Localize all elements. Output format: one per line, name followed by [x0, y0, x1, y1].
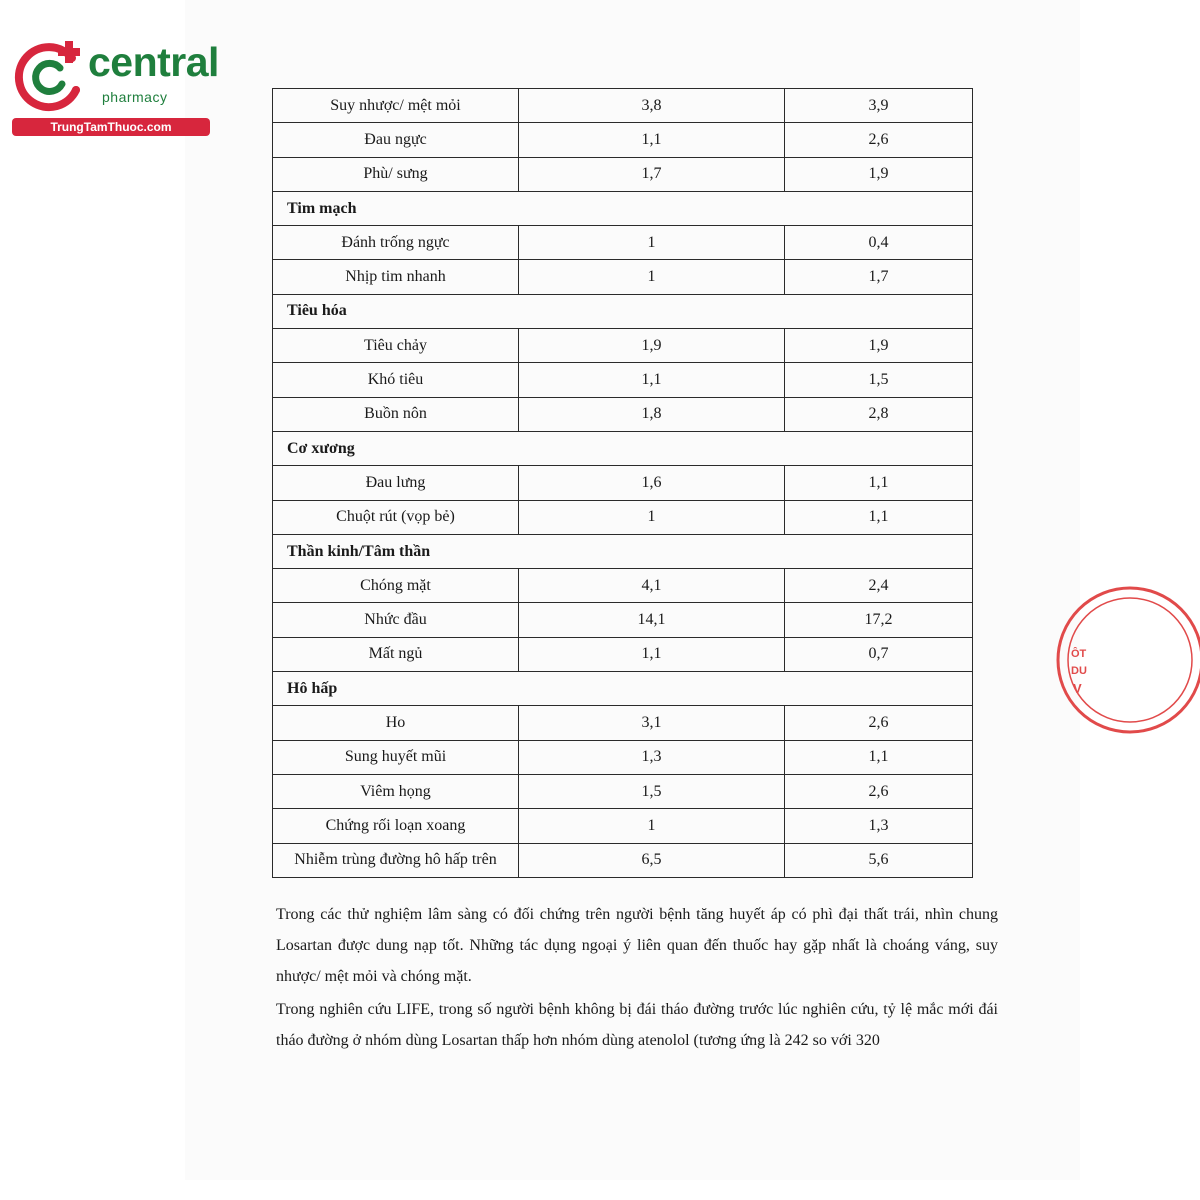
comparator-value-cell: 2,6 — [785, 774, 973, 808]
losartan-value-cell: 1 — [519, 226, 785, 260]
effect-name-cell: Đau lưng — [273, 466, 519, 500]
losartan-value-cell: 1,1 — [519, 123, 785, 157]
losartan-value-cell: 1,1 — [519, 363, 785, 397]
losartan-value-cell: 3,1 — [519, 706, 785, 740]
effect-name-cell: Đánh trống ngực — [273, 226, 519, 260]
effect-name-cell: Buồn nôn — [273, 397, 519, 431]
comparator-value-cell: 1,1 — [785, 740, 973, 774]
paragraph-tolerability: Trong các thử nghiệm lâm sàng có đối chứng trên người bệnh tăng huyết áp có phì đại thất trái, nhìn chung Losartan được dung nạp tốt. Những tác dụng ngoại ý liên quan đến thuốc hay gặp nhất là choáng váng, suy nhược/ mệt mỏi và chóng mặt. — [276, 906, 998, 985]
effect-name-cell: Nhức đầu — [273, 603, 519, 637]
brand-logo[interactable] — [10, 38, 220, 138]
table-row — [273, 363, 973, 397]
stamp-seal — [1055, 575, 1085, 745]
comparator-value-cell: 0,7 — [785, 637, 973, 671]
effect-name-cell: Đau ngực — [273, 123, 519, 157]
losartan-value-cell: 1,3 — [519, 740, 785, 774]
effect-name-cell: Khó tiêu — [273, 363, 519, 397]
effect-name-cell: Chứng rối loạn xoang — [273, 809, 519, 843]
comparator-value-cell: 17,2 — [785, 603, 973, 637]
effect-name-cell: Viêm họng — [273, 774, 519, 808]
group-heading: Hô hấp — [273, 672, 973, 706]
comparator-value-cell: 1,9 — [785, 157, 973, 191]
table-row — [273, 740, 973, 774]
brand-subtitle: pharmacy — [102, 89, 168, 105]
losartan-value-cell: 1,8 — [519, 397, 785, 431]
brand-name: central — [88, 39, 219, 85]
comparator-value-cell: 2,4 — [785, 569, 973, 603]
table-row — [273, 569, 973, 603]
losartan-value-cell: 1,1 — [519, 637, 785, 671]
comparator-value-cell: 2,6 — [785, 706, 973, 740]
brand-site[interactable]: TrungTamThuoc.com — [12, 118, 210, 136]
table-row — [273, 123, 973, 157]
table-row — [273, 603, 973, 637]
effect-name-cell: Nhịp tim nhanh — [273, 260, 519, 294]
group-heading: Thần kinh/Tâm thần — [273, 534, 973, 568]
losartan-value-cell: 14,1 — [519, 603, 785, 637]
comparator-value-cell: 1,3 — [785, 809, 973, 843]
losartan-value-cell: 6,5 — [519, 843, 785, 877]
table-group-row — [273, 534, 973, 568]
paragraph-life-study: Trong nghiên cứu LIFE, trong số người bệnh không bị đái tháo đường trước lúc nghiên cứu, tỷ lệ mắc mới đái tháo đường ở nhóm dùng Losartan thấp hơn nhóm dùng atenolol (tương ứng là 242 so với 320 — [276, 1001, 998, 1049]
table-row — [273, 157, 973, 191]
effect-name-cell: Nhiễm trùng đường hô hấp trên — [273, 843, 519, 877]
table-row — [273, 706, 973, 740]
group-heading: Cơ xương — [273, 431, 973, 465]
losartan-value-cell: 1,6 — [519, 466, 785, 500]
comparator-value-cell: 2,8 — [785, 397, 973, 431]
effect-name-cell: Sung huyết mũi — [273, 740, 519, 774]
effect-name-cell: Ho — [273, 706, 519, 740]
table-row — [273, 637, 973, 671]
comparator-value-cell: 2,6 — [785, 123, 973, 157]
table-row — [273, 500, 973, 534]
comparator-value-cell: 0,4 — [785, 226, 973, 260]
comparator-value-cell: 1,1 — [785, 500, 973, 534]
losartan-value-cell: 1 — [519, 260, 785, 294]
losartan-value-cell: 1 — [519, 500, 785, 534]
table-row — [273, 774, 973, 808]
pharmacy-cross-icon — [10, 38, 88, 114]
comparator-value-cell: 1,7 — [785, 260, 973, 294]
table-group-row — [273, 191, 973, 225]
table-row — [273, 397, 973, 431]
effect-name-cell: Chuột rút (vọp bẻ) — [273, 500, 519, 534]
comparator-value-cell: 1,5 — [785, 363, 973, 397]
adverse-effects-table — [272, 88, 973, 878]
table-row — [273, 329, 973, 363]
comparator-value-cell: 3,9 — [785, 89, 973, 123]
table-row — [273, 843, 973, 877]
table-group-row — [273, 294, 973, 328]
effect-name-cell: Mất ngủ — [273, 637, 519, 671]
losartan-value-cell: 1 — [519, 809, 785, 843]
table-row — [273, 89, 973, 123]
effect-name-cell: Phù/ sưng — [273, 157, 519, 191]
effect-name-cell: Suy nhược/ mệt mỏi — [273, 89, 519, 123]
table-row — [273, 226, 973, 260]
comparator-value-cell: 1,9 — [785, 329, 973, 363]
losartan-value-cell: 1,9 — [519, 329, 785, 363]
table-row — [273, 260, 973, 294]
svg-text:ÔT: ÔT — [1071, 648, 1087, 660]
losartan-value-cell: 3,8 — [519, 89, 785, 123]
losartan-value-cell: 1,7 — [519, 157, 785, 191]
table-group-row — [273, 431, 973, 465]
effect-name-cell: Tiêu chảy — [273, 329, 519, 363]
table-row — [273, 809, 973, 843]
comparator-value-cell: 1,1 — [785, 466, 973, 500]
losartan-value-cell: 4,1 — [519, 569, 785, 603]
group-heading: Tim mạch — [273, 191, 973, 225]
losartan-value-cell: 1,5 — [519, 774, 785, 808]
table-body — [273, 89, 973, 878]
svg-text:V: V — [1073, 681, 1082, 696]
comparator-value-cell: 5,6 — [785, 843, 973, 877]
effect-name-cell: Chóng mặt — [273, 569, 519, 603]
svg-text:DU: DU — [1071, 665, 1087, 677]
table-row — [273, 466, 973, 500]
group-heading: Tiêu hóa — [273, 294, 973, 328]
table-group-row — [273, 672, 973, 706]
